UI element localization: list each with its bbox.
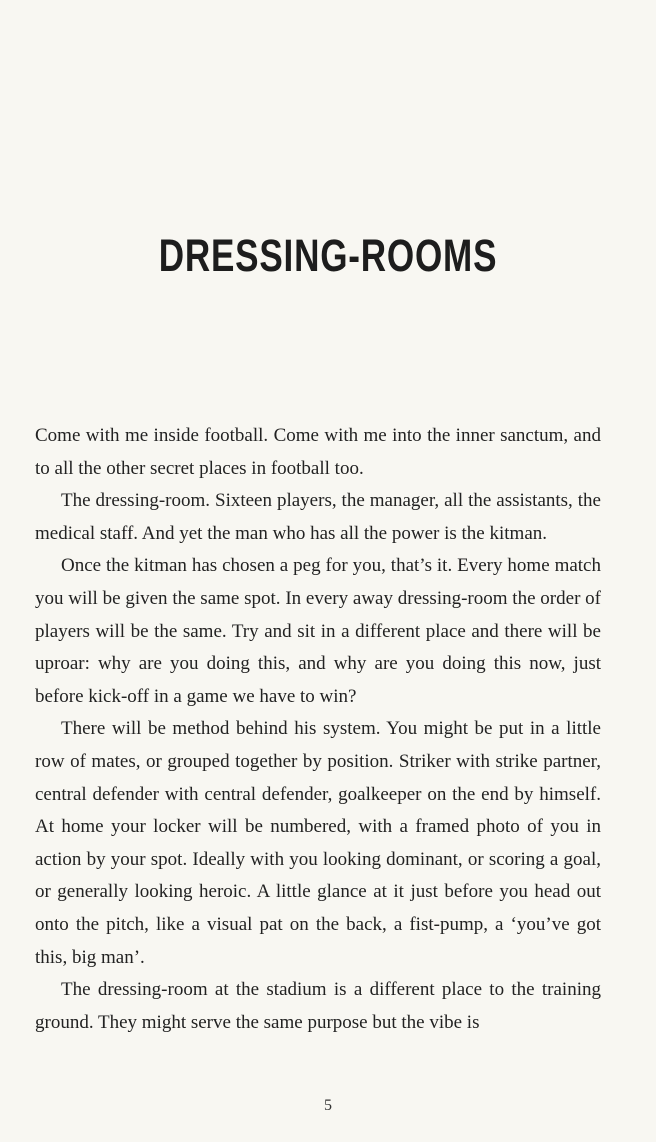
chapter-title: DRESSING-ROOMS <box>158 230 498 281</box>
paragraph: Come with me inside football. Come with me into the inner sanctum, and to all the other secret places in football too. <box>35 425 601 479</box>
paragraph: The dressing-room. Sixteen players, the manager, all the assistants, the medical staff. And yet the man who has all the power is the kitman. <box>35 490 601 544</box>
paragraph: The dressing-room at the stadium is a different place to the training ground. They might serve the same purpose but the vibe is <box>35 979 601 1033</box>
paragraph: There will be method behind his system. You might be put in a little row of mates, or grouped together by position. Striker with strike partner, central defender with central defender, goalkeeper on the end by himself. At home your locker will be numbered, with a framed photo of you in action by your spot. Ideally with you looking dominant, or scoring a goal, or generally looking heroic. A little glance at it just before you head out onto the pitch, like a visual pat on the back, a fist-pump, a ‘you’ve got this, big man’. <box>35 718 601 968</box>
paragraph: Once the kitman has chosen a peg for you, that’s it. Every home match you will be given the same spot. In every away dressing-room the order of players will be the same. Try and sit in a different place and there will be uproar: why are you doing this, and why are you doing this now, just before kick-off in a game we have to win? <box>35 555 601 707</box>
page-number: 5 <box>324 1097 332 1114</box>
chapter-body <box>35 420 601 1039</box>
